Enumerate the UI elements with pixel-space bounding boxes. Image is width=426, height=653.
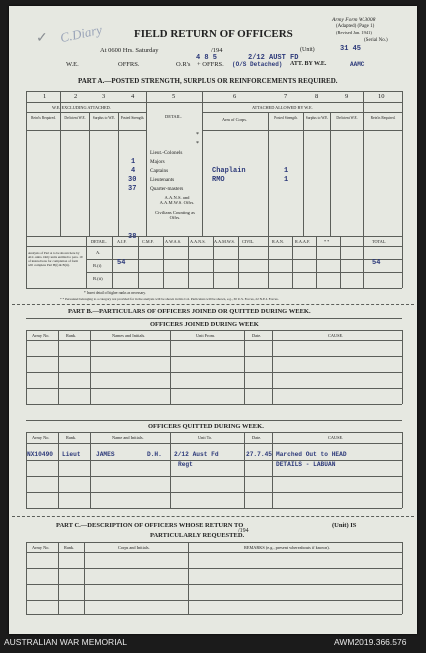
col-number-4: 4: [131, 93, 135, 100]
footnote-2: * * Personnel belonging to a category not provided for in the analysis will be shown in this Col. Particulars will be shown, e.g., 30 U.S. Forces, 22 N.E.I. Forces.: [60, 297, 279, 301]
detail-header: DETAIL.: [165, 114, 183, 119]
part-c-col-rank: Rank.: [64, 545, 75, 550]
quitted-date: 27.7.45: [246, 451, 272, 458]
analysis-col-other: * *: [324, 239, 330, 244]
quitted-col-rank: Rank.: [66, 435, 77, 440]
we-excluding-header: W.E. EXCLUDING ATTACHED.: [52, 105, 111, 110]
analysis-col-aif: A.I.F.: [117, 239, 127, 244]
quitted-col-names: Name and Initials.: [112, 435, 144, 440]
arm-rmo: RMO: [212, 176, 225, 184]
col-number-8: 8: [315, 93, 319, 100]
asterisk-mark: *: [196, 132, 199, 138]
part-c-title-2: PARTICULARLY REQUESTED.: [150, 532, 245, 539]
quitted-cause: Marched Out to HEAD: [276, 451, 347, 458]
attached-allowed-header: ATTACHED ALLOWED BY W.E.: [252, 105, 313, 110]
quitted-col-cause: CAUSE.: [328, 435, 344, 440]
analysis-col-aamws: A.A.M.W.S.: [214, 239, 235, 244]
quitted-col-army-no: Army No.: [32, 435, 50, 440]
typed-overstrike: 38: [128, 233, 137, 241]
col-number-5: 5: [172, 93, 176, 100]
right-header-surplus: Surplus to W.E.: [305, 116, 329, 120]
part-c-title: PART C.—DESCRIPTION OF OFFICERS WHOSE RETURN TO: [56, 522, 244, 529]
posted-lieut-colonels: 1: [131, 158, 136, 166]
we-label: W.E.: [66, 61, 79, 68]
quitted-col-date: Date.: [252, 435, 262, 440]
joined-col-army-no: Army No.: [32, 333, 50, 338]
analysis-row-a: A.: [96, 250, 101, 255]
joined-col-names: Names and Initials.: [112, 333, 146, 338]
attached-chaplain: 1: [284, 167, 289, 175]
rank-lieut-colonels: Lieut.-Colonels: [150, 150, 183, 156]
form-revised: (Revised Jan. 1941): [336, 30, 372, 35]
rank-quartermasters: Quarter-masters: [150, 186, 184, 192]
asterisk-mark: *: [196, 141, 199, 147]
serial-label: (Serial No.): [364, 38, 388, 43]
offrs-plus: + OFFRS.: [197, 61, 224, 68]
att-label: ATT. BY W.E.: [290, 61, 327, 67]
left-header-deficient: Deficient W.E.: [64, 116, 86, 120]
attached-rmo: 1: [284, 176, 289, 184]
rank-captains: Captains: [150, 168, 169, 174]
right-header-deficient: Deficient W.E.: [336, 116, 358, 120]
analysis-note: Analysis of Part A to be shown here by ALL units. Only units entitled to para. 19 of instructions for completion of form will complete Part B(i) & B(ii).: [28, 251, 83, 267]
pencil-note: C.Diary: [58, 21, 104, 46]
analysis-row-bi: B.(i): [93, 263, 102, 268]
quitted-initials: D.H.: [147, 451, 162, 458]
joined-col-cause: CAUSE.: [328, 333, 344, 338]
year-field: /194: [211, 47, 223, 54]
joined-col-date: Date.: [252, 333, 262, 338]
analysis-col-cmf: C.M.F.: [142, 239, 154, 244]
left-header-reints: Rein'ts Required.: [31, 116, 56, 120]
quitted-rank: Lieut: [62, 451, 81, 458]
posted-lieutenants: 37: [128, 185, 137, 193]
serial-number: 31 45: [340, 45, 362, 53]
pencil-mark-icon: ✓: [36, 31, 48, 46]
unit-value: 2/12 AUST FD: [248, 54, 299, 62]
joined-title: OFFICERS JOINED DURING WEEK: [150, 321, 259, 328]
part-a-title: PART A.—POSTED STRENGTH, SURPLUS OR REINFORCEMENTS REQUIRED.: [78, 77, 338, 85]
part-c-col-corps: Corps and Initials.: [118, 545, 150, 550]
form-id: Army Form W.3008: [332, 17, 376, 23]
joined-col-unit: Unit From.: [196, 333, 216, 338]
rank-lieutenants: Lieutenants: [150, 177, 175, 183]
col-number-1: 1: [43, 93, 47, 100]
rank-aans: A.A.N.S. and A.A.M.W.S. Offrs.: [159, 195, 195, 205]
analysis-aif-value: 54: [117, 259, 126, 267]
quitted-unit: 2/12 Aust Fd: [174, 451, 219, 458]
typed-numbers: 4 8 5: [196, 54, 218, 62]
col-number-6: 6: [233, 93, 237, 100]
analysis-col-awas: A.W.A.S.: [165, 239, 182, 244]
offrs-label: OFFRS.: [118, 61, 140, 68]
analysis-row-bii: B.(ii): [93, 276, 103, 281]
col-number-2: 2: [74, 93, 78, 100]
part-b-title: PART B.—PARTICULARS OF OFFICERS JOINED OR QUITTED DURING WEEK.: [68, 308, 311, 315]
analysis-col-civil: CIVIL.: [242, 239, 255, 244]
footer-accession: AWM2019.366.576: [334, 637, 407, 647]
att-value: AAMC: [350, 61, 365, 68]
part-c-col-army-no: Army No.: [32, 545, 50, 550]
analysis-col-total: TOTAL.: [372, 239, 387, 244]
arm-header: Arm of Corps.: [222, 117, 247, 122]
col-number-10: 10: [378, 93, 385, 100]
left-header-posted: Posted Strength.: [120, 116, 145, 120]
left-header-surplus: Surplus to W.E.: [92, 116, 116, 120]
col-number-7: 7: [284, 93, 288, 100]
quitted-title: OFFICERS QUITTED DURING WEEK.: [148, 423, 264, 430]
document-page: [9, 6, 417, 634]
quitted-army-no: NX10490: [27, 451, 53, 458]
arm-chaplain: Chaplain: [212, 167, 246, 175]
footer-institution: AUSTRALIAN WAR MEMORIAL: [4, 637, 127, 647]
analysis-col-raaf: R.A.A.F.: [295, 239, 311, 244]
ors-typed: (O/S Detached): [232, 61, 283, 68]
footnote-1: * Insert detail of higher ranks as necessary.: [84, 291, 146, 295]
rank-civilians: Civilians Counting as Offrs.: [155, 210, 195, 220]
at-hours: At 0600 Hrs. Saturday: [100, 47, 159, 54]
quitted-cause-line2: DETAILS - LABUAN: [276, 461, 336, 468]
posted-captains: 30: [128, 176, 137, 184]
part-c-year: /194: [238, 528, 249, 534]
unit-label: (Unit): [300, 47, 315, 53]
right-header-posted: Posted Strength.: [274, 116, 298, 120]
right-header-reints: Rein'ts Required.: [370, 116, 396, 120]
form-adapted: (Adapted) (Page 1): [336, 24, 375, 29]
quitted-unit-line2: Regt: [178, 461, 193, 468]
col-number-3: 3: [102, 93, 106, 100]
analysis-detail-header: DETAIL.: [91, 239, 107, 244]
joined-col-rank: Rank.: [66, 333, 77, 338]
rank-majors: Majors: [150, 159, 165, 165]
analysis-col-aans: A.A.N.S.: [190, 239, 206, 244]
posted-majors: 4: [131, 167, 136, 175]
analysis-col-ran: R.A.N.: [272, 239, 284, 244]
quitted-name: JAMES: [96, 451, 115, 458]
col-number-9: 9: [345, 93, 349, 100]
ors-label: O.R's: [176, 61, 191, 68]
form-title: FIELD RETURN OF OFFICERS: [134, 28, 293, 40]
part-c-unit-label: (Unit) IS: [332, 522, 357, 529]
part-c-col-remarks: REMARKS (e.g., present whereabouts if known).: [244, 545, 330, 550]
analysis-total-value: 54: [372, 259, 381, 267]
quitted-col-unit: Unit To.: [198, 435, 213, 440]
